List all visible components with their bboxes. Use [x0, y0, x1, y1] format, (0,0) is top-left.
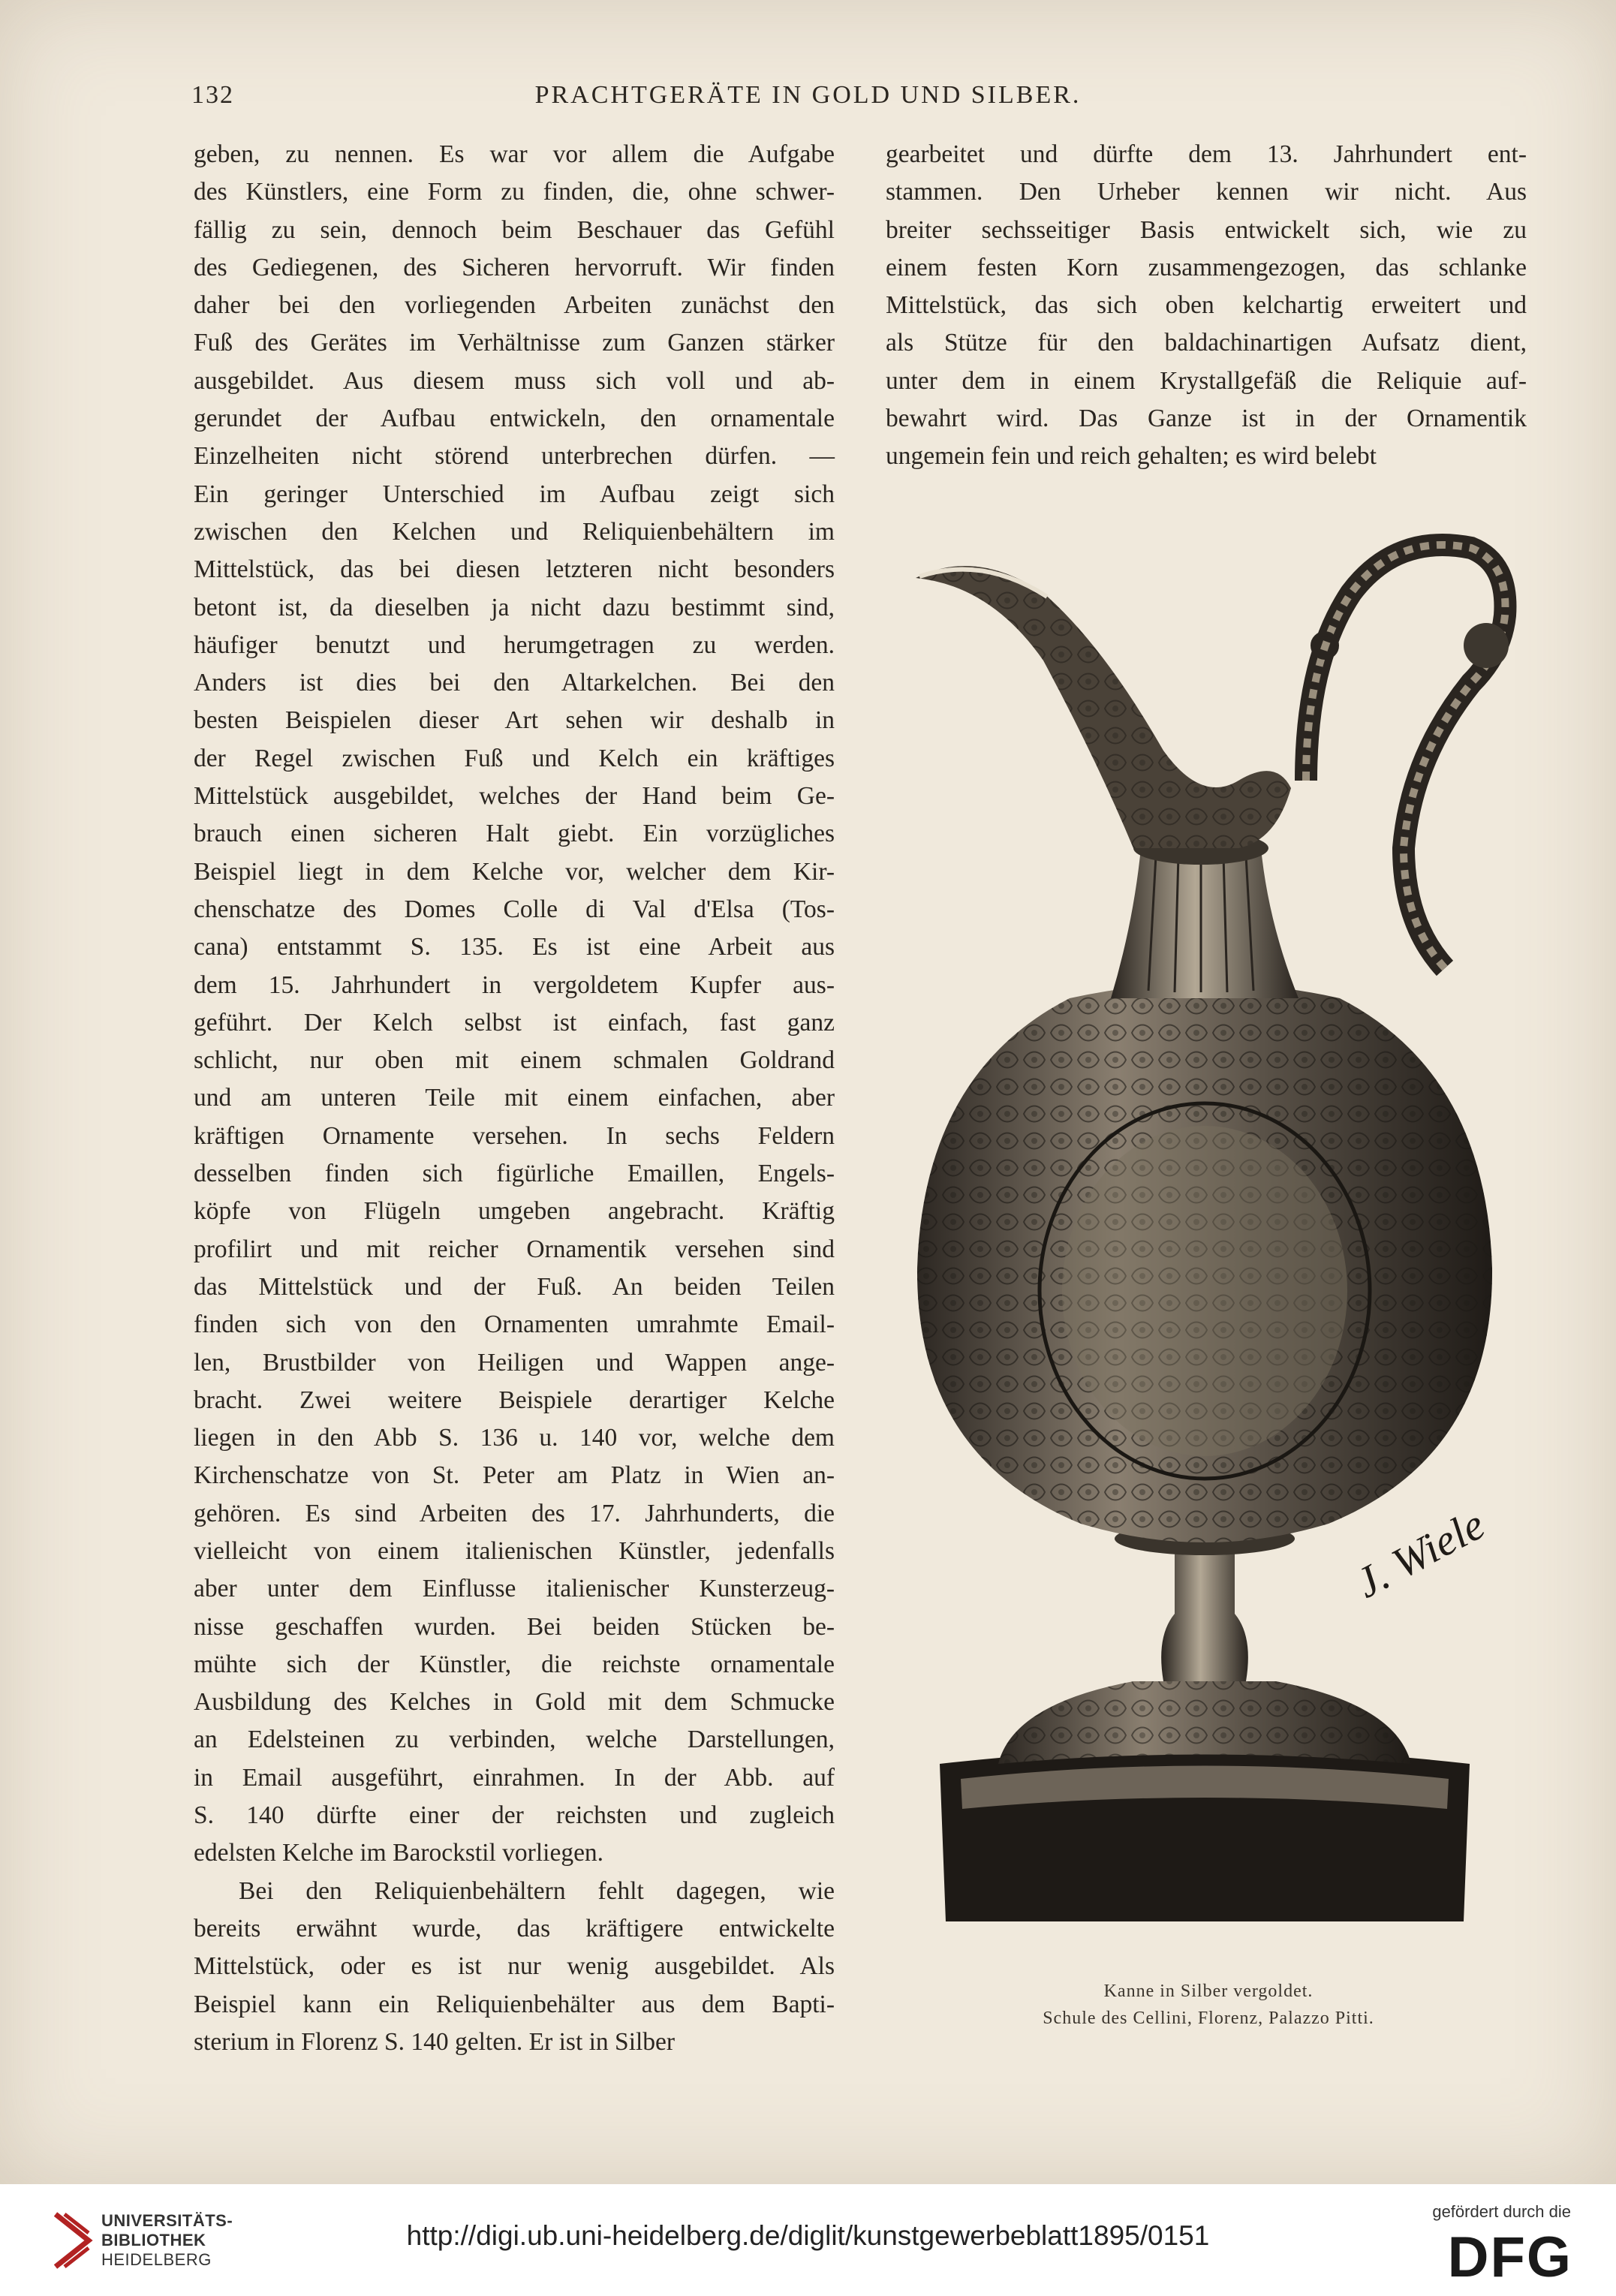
- source-url-link[interactable]: http://digi.ub.uni-heidelberg.de/diglit/kunstgewerbeblatt1895/0151: [406, 2220, 1210, 2251]
- text-line: ungemein fein und reich gehalten; es wird belebt: [886, 442, 1377, 471]
- text-line: geben, zu nennen. Es war vor allem die Aufgabe: [194, 140, 835, 168]
- ewer-illustration: [886, 533, 1531, 1997]
- text-line: einem festen Korn zusammengezogen, das schlanke: [886, 253, 1527, 281]
- text-line: sterium in Florenz S. 140 gelten. Er ist in Silber: [194, 2027, 676, 2056]
- text-line: Mittelstück ausgebildet, welches der Hand beim Ge-: [194, 782, 835, 811]
- text-line: Mittelstück, das bei diesen letzteren nicht besonders: [194, 555, 835, 584]
- right-text-column: [886, 136, 1527, 476]
- text-line: S. 140 dürfte einer der reichsten und zugleich: [194, 1801, 835, 1830]
- text-line: fällig zu sein, dennoch beim Beschauer das Gefühl: [194, 215, 835, 244]
- text-line: an Edelsteinen zu verbinden, welche Darstellungen,: [194, 1726, 835, 1754]
- text-line: ausgebildet. Aus diesem muss sich voll und ab-: [194, 366, 835, 395]
- text-line: bewahrt wird. Das Ganze ist in der Ornamentik: [886, 405, 1527, 433]
- figure-caption-line1: Kanne in Silber vergoldet.: [1103, 1982, 1314, 2001]
- text-line: cana) entstammt S. 135. Es ist eine Arbeit aus: [194, 933, 835, 961]
- text-line: bereits erwähnt wurde, das kräftigere entwickelte: [194, 1914, 835, 1942]
- text-line: besten Beispielen dieser Art sehen wir deshalb in: [194, 706, 835, 735]
- text-line: schlicht, nur oben mit einem schmalen Goldrand: [194, 1046, 835, 1075]
- funding-note: gefördert durch die: [1432, 2202, 1571, 2221]
- text-line: geführt. Der Kelch selbst ist einfach, fast ganz: [194, 1008, 835, 1037]
- library-name-line1: UNIVERSITÄTS-: [101, 2211, 233, 2230]
- ewer-engraving: [886, 533, 1531, 1997]
- text-line: mühte sich der Künstler, die reichste ornamentale: [194, 1650, 835, 1678]
- dfg-logo: DFG: [1447, 2225, 1572, 2289]
- text-line: finden sich von den Ornamenten umrahmte Email-: [194, 1310, 835, 1339]
- text-line: Mittelstück, oder es ist nur wenig ausgebildet. Als: [194, 1952, 835, 1981]
- text-line: Fuß des Gerätes im Verhältnisse zum Ganzen stärker: [194, 329, 835, 357]
- text-line: betont ist, da dieselben ja nicht dazu bestimmt sind,: [194, 593, 835, 621]
- text-line: Anders ist dies bei den Altarkelchen. Bei den: [194, 669, 835, 697]
- text-line: Ausbildung des Kelches in Gold mit dem Schmucke: [194, 1688, 835, 1717]
- text-line: Beispiel liegt in dem Kelche vor, welcher dem Kir-: [194, 857, 835, 886]
- text-line: zwischen den Kelchen und Reliquienbehältern im: [194, 517, 835, 546]
- text-line: Einzelheiten nicht störend unterbrechen dürfen. —: [194, 442, 835, 471]
- figure-caption-line2: Schule des Cellini, Florenz, Palazzo Pitti.: [1043, 2009, 1374, 2028]
- text-line: breiter sechsseitiger Basis entwickelt sich, wie zu: [886, 215, 1527, 244]
- text-line: und am unteren Teile mit einem einfachen, aber: [194, 1084, 835, 1112]
- text-line: brauch einen sicheren Halt giebt. Ein vorzügliches: [194, 820, 835, 848]
- text-line: gearbeitet und dürfte dem 13. Jahrhundert ent-: [886, 140, 1527, 168]
- artist-signature: J. Wiele: [1347, 1499, 1493, 1608]
- text-line: des Gediegenen, des Sicheren hervorruft. Wir finden: [194, 253, 835, 281]
- text-line: desselben finden sich figürliche Emaillen, Engels-: [194, 1160, 835, 1188]
- left-text-column: [194, 136, 835, 2061]
- text-line: des Künstlers, eine Form zu finden, die, ohne schwer-: [194, 178, 835, 206]
- text-line: Kirchenschatze von St. Peter am Platz in Wien an-: [194, 1461, 835, 1490]
- digitization-footer: [0, 2184, 1616, 2296]
- page-header: [0, 81, 1616, 126]
- text-line: das Mittelstück und der Fuß. An beiden Teilen: [194, 1272, 835, 1301]
- library-name-line3: HEIDELBERG: [101, 2250, 212, 2269]
- text-line: dem 15. Jahrhundert in vergoldetem Kupfer aus-: [194, 970, 835, 999]
- text-line: köpfe von Flügeln umgeben angebracht. Kräftig: [194, 1197, 835, 1226]
- text-line: als Stütze für den baldachinartigen Aufsatz dient,: [886, 329, 1527, 357]
- page-number: 132: [191, 81, 234, 109]
- text-line: häufiger benutzt und herumgetragen zu werden.: [194, 630, 835, 659]
- text-line: chenschatze des Domes Colle di Val d'Elsa (Tos-: [194, 895, 835, 923]
- text-line: nisse geschaffen wurden. Bei beiden Stücken be-: [194, 1612, 835, 1641]
- text-line: unter dem in einem Krystallgefäß die Reliquie auf-: [886, 366, 1527, 395]
- text-line: Beispiel kann ein Reliquienbehälter aus dem Bapti-: [194, 1990, 835, 2018]
- text-line: Bei den Reliquienbehältern fehlt dagegen, wie: [239, 1876, 835, 1905]
- text-line: stammen. Den Urheber kennen wir nicht. Aus: [886, 178, 1527, 206]
- text-line: daher bei den vorliegenden Arbeiten zunächst den: [194, 291, 835, 320]
- text-line: edelsten Kelche im Barockstil vorliegen.: [194, 1839, 604, 1867]
- text-line: bracht. Zwei weitere Beispiele derartiger Kelche: [194, 1386, 835, 1414]
- library-name-line2: BIBLIOTHEK: [101, 2231, 206, 2249]
- text-line: aber unter dem Einflusse italienischer Kunsterzeug-: [194, 1575, 835, 1603]
- text-line: liegen in den Abb S. 136 u. 140 vor, welche dem: [194, 1424, 835, 1452]
- text-line: profilirt und mit reicher Ornamentik versehen sind: [194, 1235, 835, 1263]
- text-line: der Regel zwischen Fuß und Kelch ein kräftiges: [194, 744, 835, 772]
- text-line: Mittelstück, das sich oben kelchartig erweitert und: [886, 291, 1527, 320]
- text-line: vielleicht von einem italienischen Künstler, jedenfalls: [194, 1536, 835, 1565]
- text-line: gehören. Es sind Arbeiten des 17. Jahrhunderts, die: [194, 1499, 835, 1527]
- text-line: gerundet der Aufbau entwickeln, den ornamentale: [194, 405, 835, 433]
- text-line: len, Brustbilder von Heiligen und Wappen ange-: [194, 1348, 835, 1377]
- text-line: Ein geringer Unterschied im Aufbau zeigt sich: [194, 480, 835, 508]
- text-line: in Email ausgeführt, einrahmen. In der Abb. auf: [194, 1763, 835, 1792]
- running-title: PRACHTGERÄTE IN GOLD UND SILBER.: [534, 81, 1082, 109]
- text-line: kräftigen Ornamente versehen. In sechs Feldern: [194, 1121, 835, 1150]
